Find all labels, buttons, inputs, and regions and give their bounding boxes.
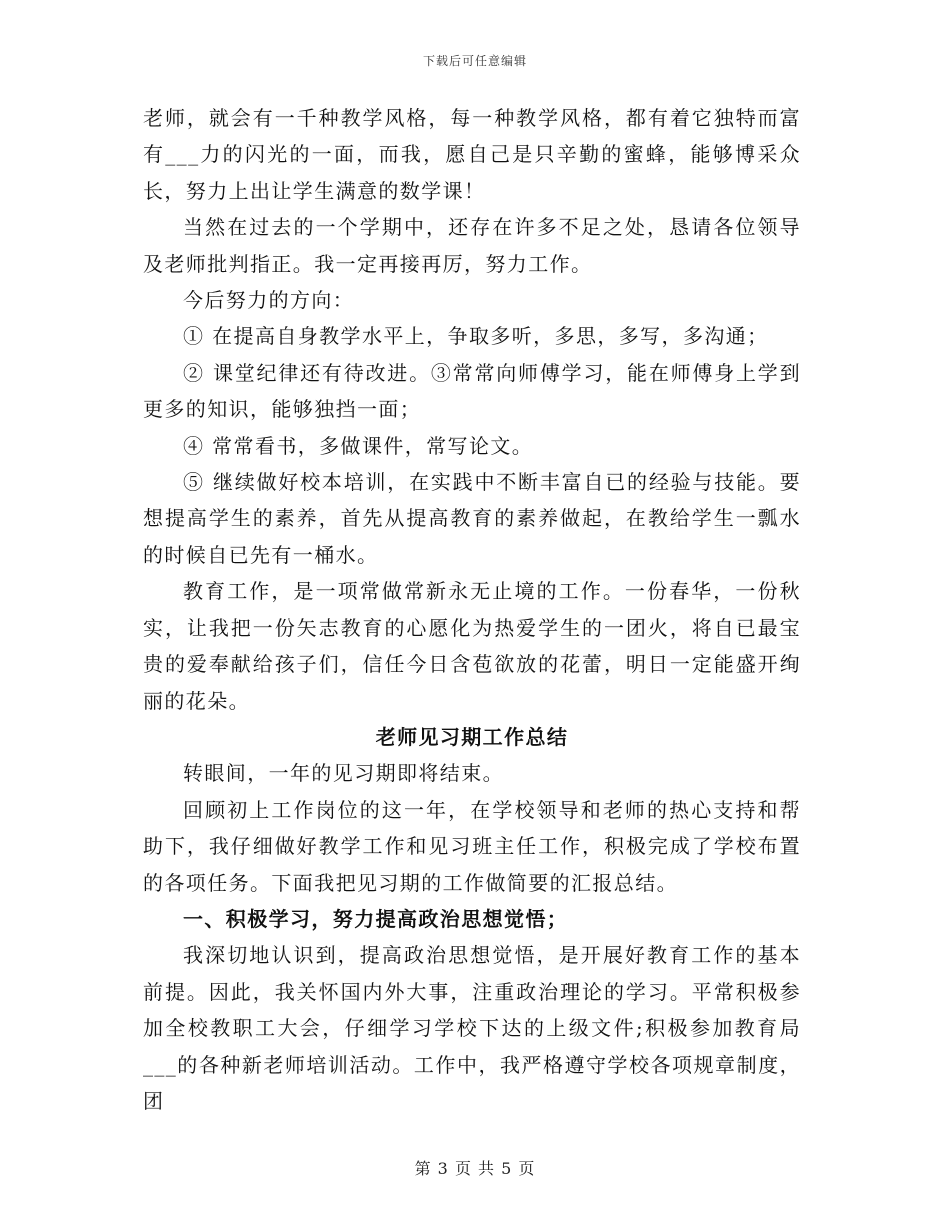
list-item-2: ② 课堂纪律还有待改进。③常常向师傅学习，能在师傅身上学到更多的知识，能够独挡一面； <box>143 360 801 422</box>
paragraph-review: 回顾初上工作岗位的这一年，在学校领导和老师的热心支持和帮助下，我仔细做好教学工作和见习班主任工作，积极完成了学校布置的各项任务。下面我把见习期的工作做简要的汇报总结。 <box>143 797 801 895</box>
paragraph-2: 当然在过去的一个学期中，还存在许多不足之处，恳请各位领导及老师批判指正。我一定再接再厉，努力工作。 <box>143 215 801 276</box>
paragraph-1: 老师，就会有一千种教学风格，每一种教学风格，都有着它独特而富有___力的闪光的一面，而我，愿自己是只辛勤的蜜蜂，能够博采众长，努力上出让学生满意的数学课！ <box>143 106 801 203</box>
paragraph-3: 今后努力的方向： <box>183 288 355 313</box>
paragraph-politics: 我深切地认识到，提高政治思想觉悟，是开展好教育工作的基本前提。因此，我关怀国内外大事，注重政治理论的学习。平常积极参加全校教职工大会，仔细学习学校下达的上级文件;积极参加教育局___的各种新老师培训活动。工作中，我严格遵守学校各项规章制度，团 <box>143 943 801 1113</box>
page-header: 下载后可任意编辑 <box>422 54 527 68</box>
page-number: 第 3 页 共 5 页 <box>414 1159 536 1178</box>
list-item-5: ⑤ 继续做好校本培训，在实践中不断丰富自已的经验与技能。要想提高学生的素养，首先从提高教育的素养做起，在教给学生一瓢水的时候自已先有一桶水。 <box>143 470 801 567</box>
paragraph-closing: 教育工作，是一项常做常新永无止境的工作。一份春华，一份秋实，让我把一份矢志教育的心愿化为热爱学生的一团火，将自已最宝贵的爱奉献给孩子们，信任今日含苞欲放的花蕾，明日一定能盛开绚丽的花朵。 <box>143 579 801 713</box>
section-title: 老师见习期工作总结 <box>375 724 569 749</box>
paragraph-intro: 转眼间，一年的见习期即将结束。 <box>183 761 504 786</box>
subsection-heading-1: 一、积极学习，努力提高政治思想觉悟； <box>183 906 569 931</box>
document-body <box>143 100 801 1119</box>
list-item-1: ① 在提高自身教学水平上，争取多听，多思，多写，多沟通； <box>183 324 769 349</box>
list-item-4: ④ 常常看书，多做课件，常写论文。 <box>183 433 534 458</box>
